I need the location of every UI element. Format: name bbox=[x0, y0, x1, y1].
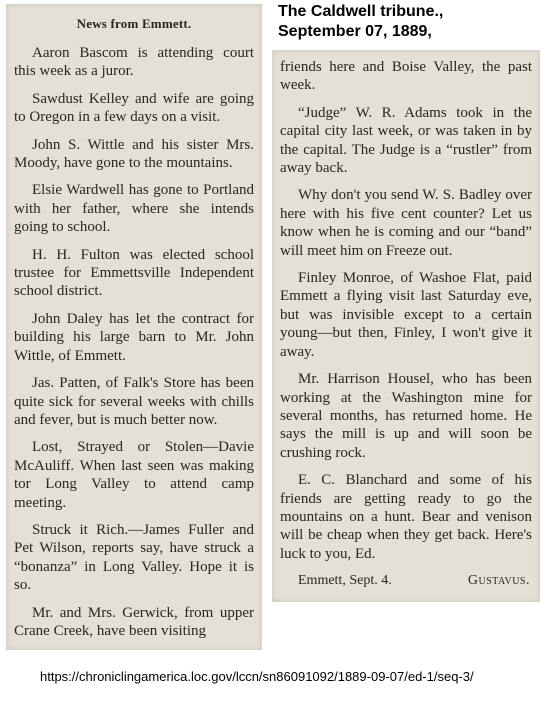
newspaper-date: September 07, 1889, bbox=[278, 23, 432, 40]
clipping-right-column bbox=[272, 50, 540, 602]
news-item: friends here and Boise Valley, the past week. bbox=[280, 59, 532, 94]
signature-place-date: Emmett, Sept. 4. bbox=[298, 573, 392, 589]
news-item: Struck it Rich.—James Fuller and Pet Wilson, reports say, have struck a “bonanza” in Long Valley. Hope it is so. bbox=[14, 521, 254, 594]
newspaper-heading bbox=[278, 2, 443, 42]
news-item: Sawdust Kelley and wife are going to Oregon in a few days on a visit. bbox=[14, 90, 254, 126]
news-item: John S. Wittle and his sister Mrs. Moody, have gone to the mountains. bbox=[14, 136, 254, 172]
signature-line bbox=[280, 572, 532, 590]
clipping-left-column bbox=[6, 4, 262, 650]
news-item: Jas. Patten, of Falk's Store has been quite sick for several weeks with chills and fever, but is much better now. bbox=[14, 375, 254, 428]
right-column-text bbox=[272, 50, 540, 590]
news-item: Finley Monroe, of Washoe Flat, paid Emmett a flying visit last Saturday eve, but was invisible except to a certain young—but then, Finley, I won't give it away. bbox=[280, 270, 532, 360]
news-item: Mr. and Mrs. Gerwick, from upper Crane Creek, have been visiting bbox=[14, 604, 254, 639]
signature-name: Gustavus. bbox=[467, 573, 530, 589]
news-item: “Judge” W. R. Adams took in the capital city last week, or was taken in by the capital. The Judge is a “rustler” from away back. bbox=[280, 104, 532, 177]
news-item: John Daley has let the contract for building his large barn to Mr. John Wittle, of Emmett. bbox=[14, 310, 254, 364]
news-item: Why don't you send W. S. Badley over here with his five cent counter? Let us know when he is coming and our “band” will meet him on Freeze out. bbox=[280, 187, 532, 259]
news-item: Mr. Harrison Housel, who has been working at the Washington mine for several months, has returned home. He says the mill is up and will soon be crushing rock. bbox=[280, 371, 532, 461]
news-item: Elsie Wardwell has gone to Portland with her father, where she intends going to school. bbox=[14, 182, 254, 236]
news-item: Aaron Bascom is attending court this week as a juror. bbox=[14, 45, 254, 80]
news-item: H. H. Fulton was elected school trustee for Emmettsville Independent school district. bbox=[14, 246, 254, 300]
section-title: News from Emmett. bbox=[76, 16, 192, 31]
news-item: E. C. Blanchard and some of his friends are getting ready to go the mountains on a hunt. Bear and venison will be cheap when they get back. Here's luck to you, Ed. bbox=[280, 472, 532, 562]
newspaper-title: The Caldwell tribune., bbox=[278, 3, 444, 20]
left-column-text bbox=[6, 4, 262, 649]
source-url: https://chroniclingamerica.loc.gov/lccn/sn86091092/1889-09-07/ed-1/seq-3/ bbox=[40, 669, 474, 684]
news-item: Lost, Strayed or Stolen—Davie McAuliff. When last seen was making tor Long Valley to attend camp meeting. bbox=[14, 439, 254, 511]
